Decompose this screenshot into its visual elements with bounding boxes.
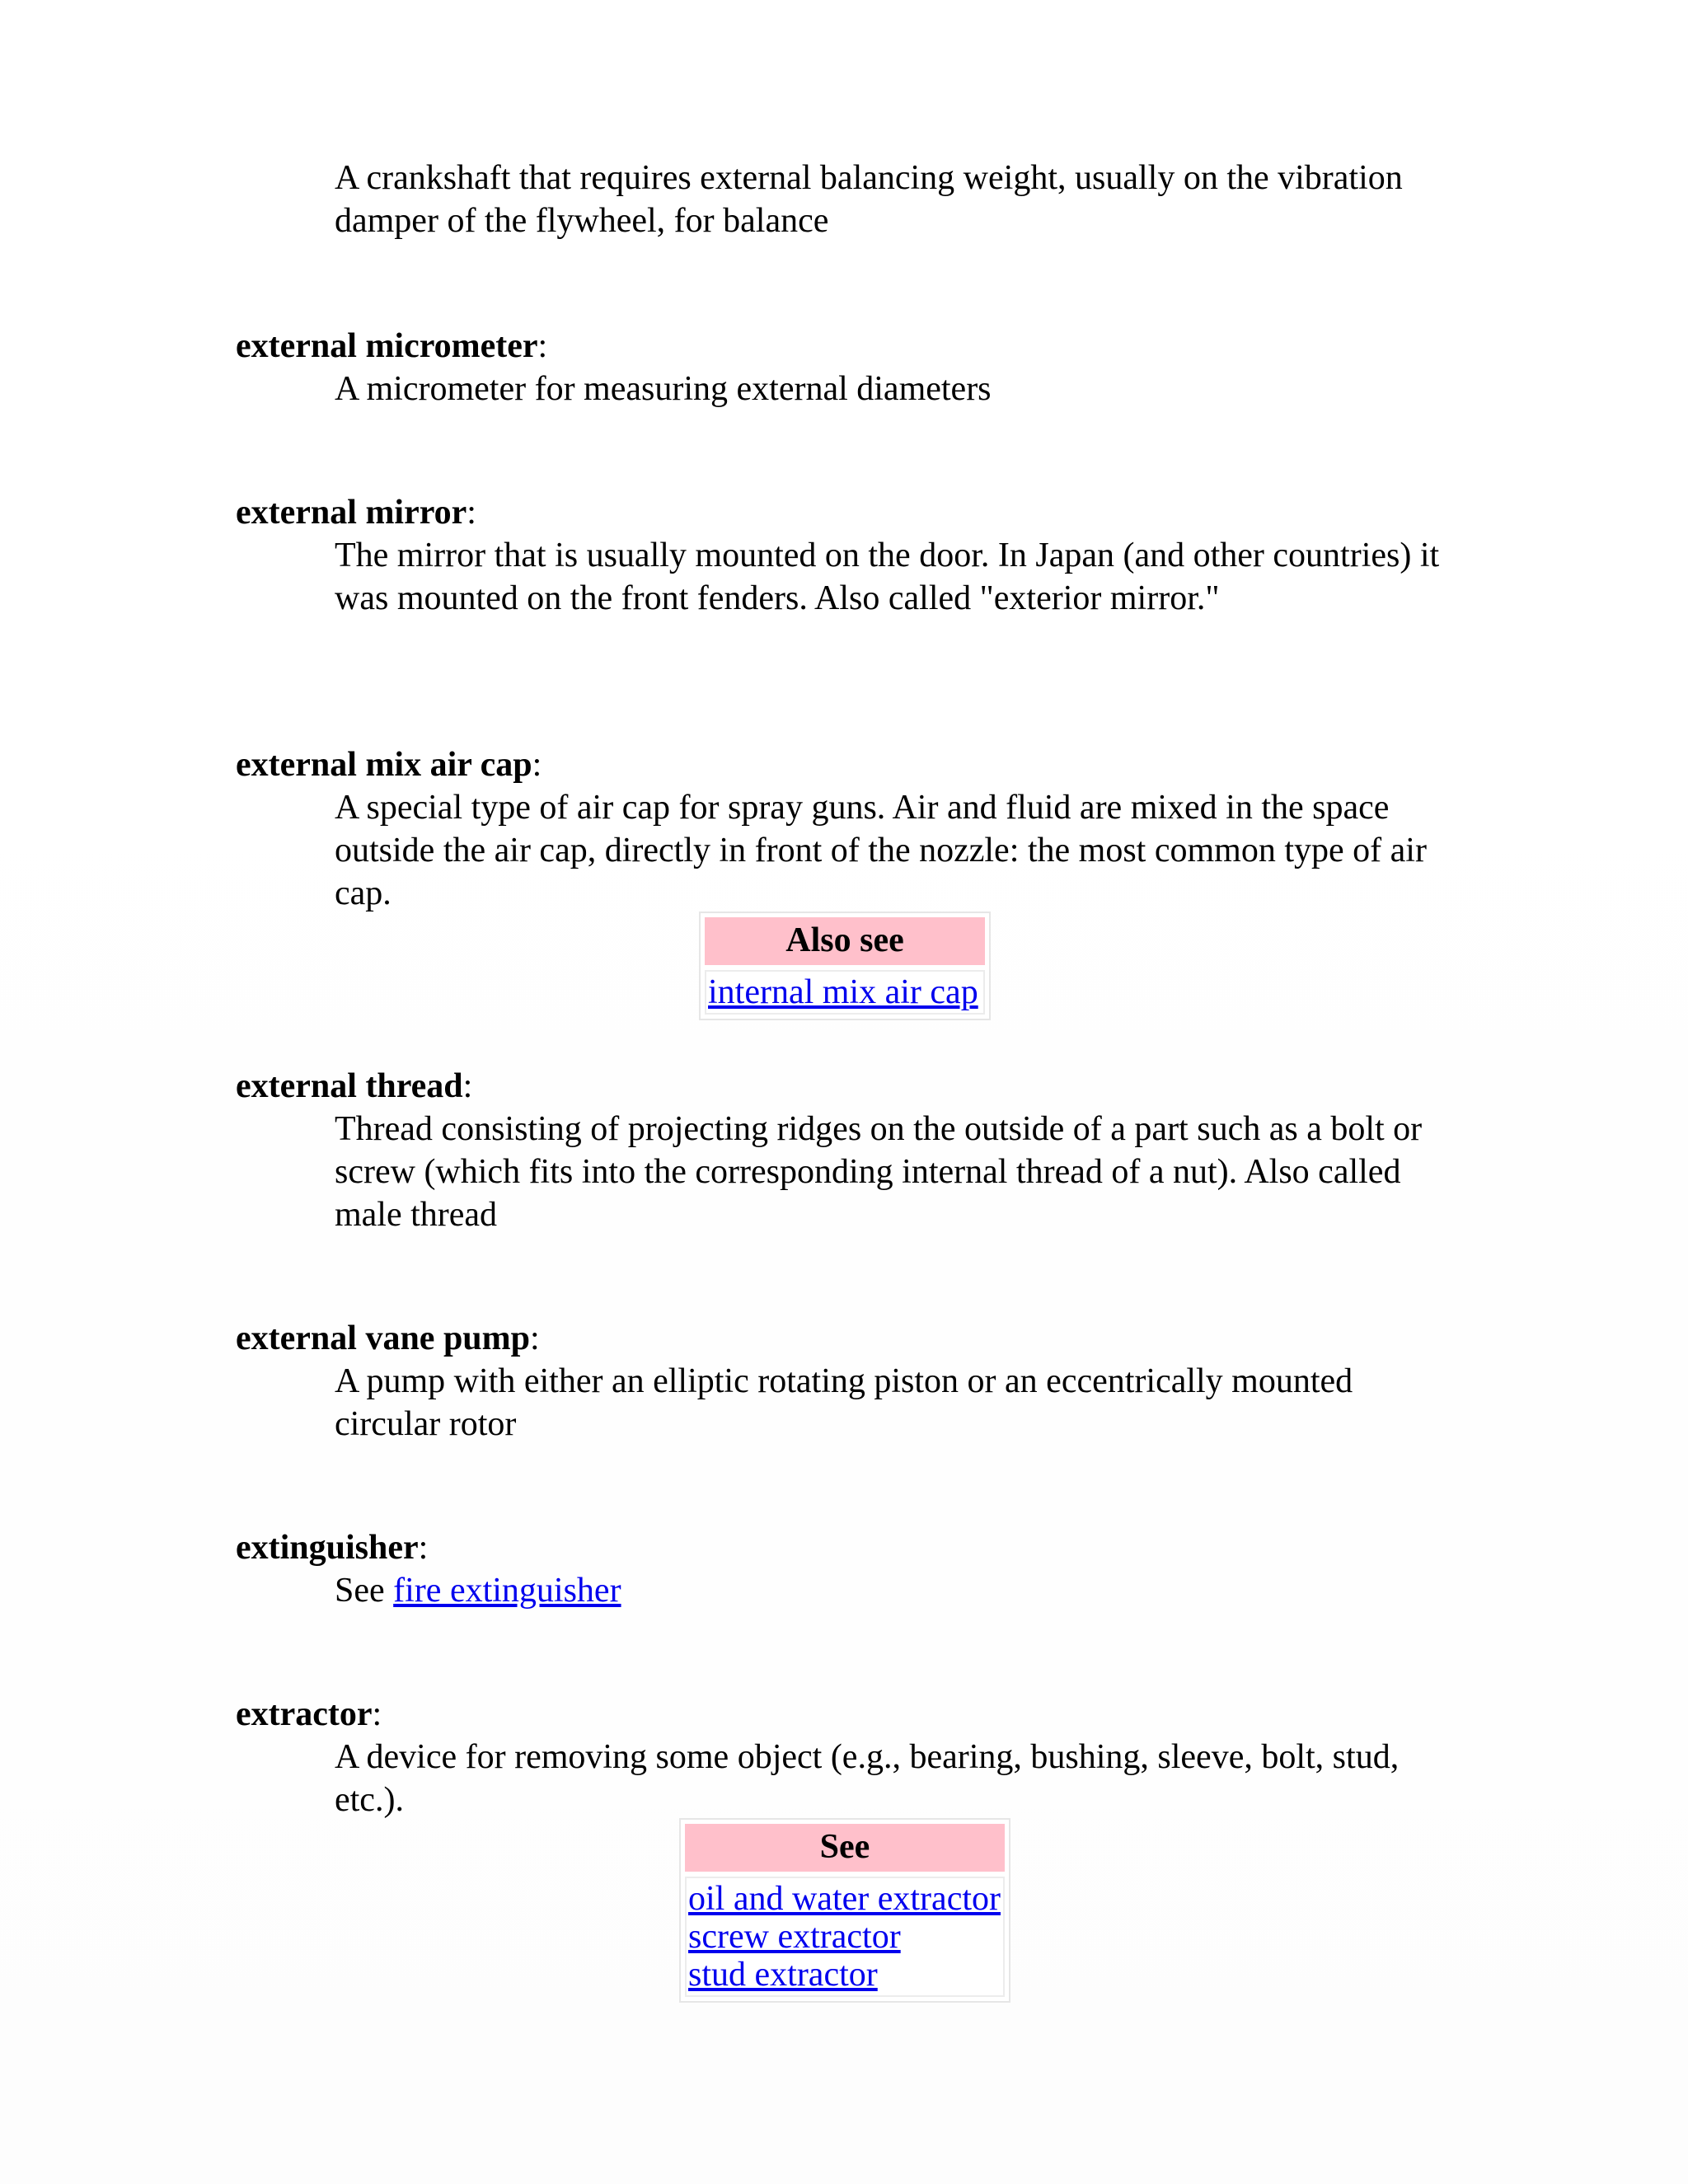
glossary-term: external mirror: [236,494,476,532]
glossary-term: external thread: [236,1067,473,1105]
link-oil-and-water-extractor[interactable]: oil and water extractor [688,1880,1001,1918]
see-links [685,1877,1005,1997]
link-screw-extractor[interactable]: screw extractor [688,1918,901,1956]
link-fire-extinguisher[interactable]: fire extinguisher [393,1572,621,1610]
definition-text: A pump with either an elliptic rotating piston or an eccentrically mounted circular rotor [335,1362,1353,1443]
see-box [679,1818,1010,2003]
definition-text: A device for removing some object (e.g., bearing, bushing, sleeve, bolt, stud, etc.). [335,1738,1400,1819]
see-header: See [685,1824,1005,1872]
also-see-links [705,970,985,1015]
link-internal-mix-air-cap[interactable]: internal mix air cap [708,973,978,1011]
link-stud-extractor[interactable]: stud extractor [688,1956,878,1994]
also-see-box [699,912,991,1020]
glossary-term: external vane pump: [236,1319,540,1357]
definition-text: See fire extinguisher [335,1572,621,1610]
definition-text: The mirror that is usually mounted on the door. In Japan (and other countries) it was mounted on the front fenders. Also called "exterior mirror." [335,537,1440,617]
glossary-term: external micrometer: [236,327,548,365]
also-see-header: Also see [705,917,985,965]
glossary-term: extractor: [236,1695,382,1733]
definition-text: A micrometer for measuring external diameters [335,370,992,408]
glossary-term: external mix air cap: [236,746,542,784]
definition-text: Thread consisting of projecting ridges on the outside of a part such as a bolt or screw (which fits into the corresponding internal thread of a nut). Also called male thread [335,1110,1423,1234]
glossary-term: extinguisher: [236,1529,429,1567]
definition-text: A crankshaft that requires external balancing weight, usually on the vibration damper of the flywheel, for balance [335,159,1403,240]
definition-text: A special type of air cap for spray guns. Air and fluid are mixed in the space outside the air cap, directly in front of the nozzle: the most common type of air cap. [335,789,1427,912]
